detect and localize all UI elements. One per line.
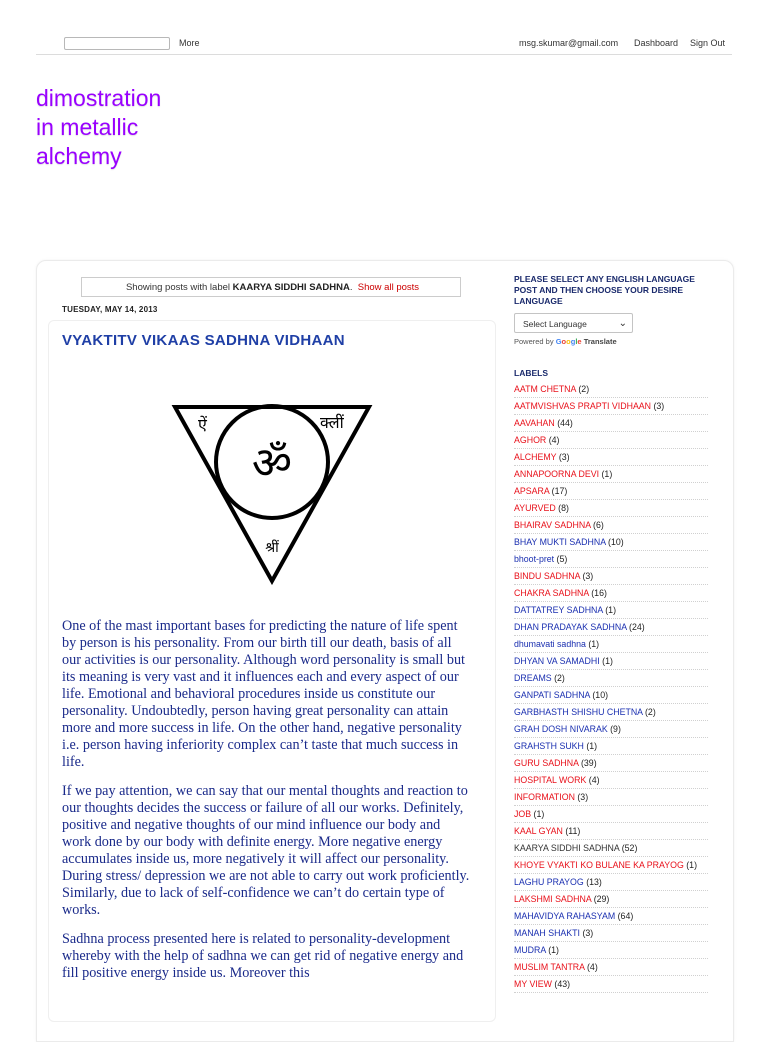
label-list-item xyxy=(514,721,708,738)
post-paragraph: One of the mast important bases for predicting the nature of life spent by person is his personality. From our birth till our death, basis of all our activities is our personality. Although word personality is small but its meaning is very vast and it influences each and every aspect of our life. Emotional and behavioral procedures inside us constitute our personality. Undoubtedly, person having great personality can attain more and more success in life. On the other hand, negative personality i.e. person having inferiority complex can’t taste that much success in life. xyxy=(62,618,465,770)
label-link[interactable]: HOSPITAL WORK xyxy=(514,775,587,785)
label-link[interactable]: AATMVISHVAS PRAPTI VIDHAAN xyxy=(514,401,652,411)
label-link[interactable]: ALCHEMY xyxy=(514,452,557,462)
label-link[interactable]: BHAIRAV SADHNA xyxy=(514,520,591,530)
label-link[interactable]: MUSLIM TANTRA xyxy=(514,962,585,972)
label-list-item xyxy=(514,602,708,619)
label-link[interactable]: INFORMATION xyxy=(514,792,575,802)
status-dot: . xyxy=(349,282,353,293)
navbar-more-link[interactable]: More xyxy=(179,38,200,48)
label-list-item xyxy=(514,755,708,772)
label-count: (44) xyxy=(554,418,573,428)
powered-by-text: Powered by xyxy=(514,337,554,346)
label-list-item xyxy=(514,857,708,874)
blog-title-line-2[interactable]: in metallic xyxy=(36,114,139,140)
language-select-value: Select Language xyxy=(523,319,587,329)
label-link[interactable]: JOB xyxy=(514,809,532,819)
label-link[interactable]: AATM CHETNA xyxy=(514,384,576,394)
label-list-item xyxy=(514,789,708,806)
label-link[interactable]: BHAY MUKTI SADHNA xyxy=(514,537,606,547)
label-list-item xyxy=(514,687,708,704)
label-count: (24) xyxy=(626,622,645,632)
post-date-header: TUESDAY, MAY 14, 2013 xyxy=(62,305,158,314)
powered-by-google-translate[interactable] xyxy=(514,337,617,346)
label-count: (17) xyxy=(549,486,568,496)
label-list-item xyxy=(514,551,708,568)
label-link[interactable]: dhumavati sadhna xyxy=(514,639,586,649)
label-list-item xyxy=(514,568,708,585)
blog-title[interactable] xyxy=(36,84,256,171)
label-count: (64) xyxy=(615,911,634,921)
label-list-item xyxy=(514,653,708,670)
navbar-dashboard-link[interactable]: Dashboard xyxy=(634,38,679,48)
label-list-item xyxy=(514,670,708,687)
label-link[interactable]: GRAH DOSH NIVARAK xyxy=(514,724,608,734)
label-count: (5) xyxy=(554,554,568,564)
label-link[interactable]: KHOYE VYAKTI KO BULANE KA PRAYOG xyxy=(514,860,684,870)
post-title[interactable]: VYAKTITV VIKAAS SADHNA VIDHAAN xyxy=(62,332,345,349)
label-link[interactable]: AGHOR xyxy=(514,435,547,445)
yantra-top-left-text: ऐं xyxy=(198,415,207,434)
label-count: (8) xyxy=(555,503,569,513)
label-list-item xyxy=(514,959,708,976)
label-list-item xyxy=(514,585,708,602)
label-filter-status xyxy=(81,277,461,297)
label-list-item xyxy=(514,925,708,942)
labels-heading: LABELS xyxy=(514,368,548,378)
label-link[interactable]: MAHAVIDYA RAHASYAM xyxy=(514,911,616,921)
label-count: (29) xyxy=(591,894,610,904)
label-count: (1) xyxy=(531,809,545,819)
translate-widget-heading: PLEASE SELECT ANY ENGLISH LANGUAGE POST AND THEN CHOOSE YOUR DESIRE LANGUAGE xyxy=(514,274,695,306)
yantra-top-right-text: क्लीं xyxy=(320,413,344,432)
label-list-item xyxy=(514,534,708,551)
label-link[interactable]: bhoot-pret xyxy=(514,554,555,564)
label-link[interactable]: MANAH SHAKTI xyxy=(514,928,580,938)
status-prefix: Showing posts with label xyxy=(125,282,231,293)
label-count: (11) xyxy=(562,826,581,836)
label-link[interactable]: DATTATREY SADHNA xyxy=(514,605,603,615)
label-link[interactable]: KAAL GYAN xyxy=(514,826,563,836)
label-list-item xyxy=(514,840,708,857)
label-count: (1) xyxy=(545,945,559,955)
label-list-item xyxy=(514,517,708,534)
label-list-item xyxy=(514,823,708,840)
label-list-item xyxy=(514,891,708,908)
blog-title-line-1[interactable]: dimostration xyxy=(36,85,162,111)
label-link[interactable]: BINDU SADHNA xyxy=(514,571,580,581)
label-list-item xyxy=(514,772,708,789)
label-list-item xyxy=(514,942,708,959)
label-link[interactable]: LAGHU PRAYOG xyxy=(514,877,584,887)
label-count: (10) xyxy=(589,690,609,700)
label-link[interactable]: LAKSHMI SADHNA xyxy=(514,894,592,904)
label-list-item xyxy=(514,432,708,449)
label-link[interactable]: GRAHSTH SUKH xyxy=(514,741,584,751)
post-paragraph: Sadhna process presented here is related to personality-development whereby with the help of sadhna we can get rid of negative energy and fill positive energy inside us. Moreover this xyxy=(62,931,464,981)
yantra-bottom-text: श्रीं xyxy=(265,540,279,556)
label-list-item xyxy=(514,398,708,415)
label-list-item xyxy=(514,908,708,925)
label-count: (2) xyxy=(551,673,565,683)
label-count: (6) xyxy=(590,520,604,530)
label-count: (3) xyxy=(580,571,594,581)
label-link[interactable]: GURU SADHNA xyxy=(514,758,579,768)
label-list-item xyxy=(514,466,708,483)
label-count: (10) xyxy=(605,537,624,547)
label-count: (39) xyxy=(578,758,597,768)
label-list-item xyxy=(514,738,708,755)
label-count: (1) xyxy=(683,860,698,870)
label-count: (1) xyxy=(599,656,613,666)
label-link[interactable]: CHAKRA SADHNA xyxy=(514,588,589,598)
label-count: (16) xyxy=(588,588,607,598)
label-link[interactable]: GARBHASTH SHISHU CHETNA xyxy=(514,707,643,717)
label-link[interactable]: APSARA xyxy=(514,486,550,496)
label-count: (1) xyxy=(583,741,598,751)
label-count: (2) xyxy=(642,707,656,717)
label-link[interactable]: GANPATI SADHNA xyxy=(514,690,590,700)
google-logo: Google xyxy=(555,337,582,346)
label-link: KAARYA SIDDHI SADHNA xyxy=(514,843,620,853)
language-select[interactable] xyxy=(514,313,633,333)
label-link[interactable]: DHYAN VA SAMADHI xyxy=(514,656,600,666)
navbar-search-input[interactable] xyxy=(64,37,170,50)
yantra-center-text: ॐ xyxy=(251,438,293,489)
label-list-item xyxy=(514,976,708,993)
label-list-item xyxy=(514,449,708,466)
label-list-item xyxy=(514,704,708,721)
label-count: (1) xyxy=(602,605,617,615)
labels-list xyxy=(514,381,708,993)
label-list-item xyxy=(514,619,708,636)
label-list-item xyxy=(514,636,708,653)
label-count: (4) xyxy=(586,775,600,785)
navbar-user-email[interactable]: msg.skumar@gmail.com xyxy=(519,38,619,48)
show-all-posts-link[interactable]: Show all posts xyxy=(357,282,420,293)
label-link[interactable]: ANNAPOORNA DEVI xyxy=(514,469,600,479)
label-count: (1) xyxy=(585,639,600,649)
label-count: (9) xyxy=(607,724,621,734)
label-count: (3) xyxy=(574,792,589,802)
label-link[interactable]: DREAMS xyxy=(514,673,552,683)
label-link[interactable]: MUDRA xyxy=(514,945,546,955)
label-link[interactable]: AYURVED xyxy=(514,503,556,513)
label-list-item xyxy=(514,806,708,823)
post-paragraph: If we pay attention, we can say that our mental thoughts and reaction to our thoughts decides the success or failure of all our works. Definitely, positive and negative thoughts of our mind influence our body and work done by our body with definite energy. More negative energy accumulates inside us, more negatively it will affect our personality. During stress/ depression we are not able to carry out work proficiently. Similarly, due to lack of self-confidence we can’t do certain type of works. xyxy=(62,783,470,918)
label-count: (4) xyxy=(546,435,560,445)
label-count: (3) xyxy=(556,452,570,462)
label-count: (13) xyxy=(583,877,602,887)
label-list-item xyxy=(514,483,708,500)
label-count: (52) xyxy=(619,843,638,853)
label-link[interactable]: AAVAHAN xyxy=(514,418,555,428)
label-count: (2) xyxy=(575,384,590,394)
translate-text: Translate xyxy=(583,337,617,346)
label-count: (4) xyxy=(584,962,598,972)
label-count: (1) xyxy=(599,469,613,479)
chevron-down-icon: ⌄ xyxy=(618,318,627,329)
label-list-item xyxy=(514,381,708,398)
blogger-navbar xyxy=(36,30,732,55)
yantra-image xyxy=(170,400,374,585)
status-label: KAARYA SIDDHI SADHNA xyxy=(232,282,350,293)
label-list-item xyxy=(514,415,708,432)
label-count: (3) xyxy=(651,401,665,411)
blog-title-line-3[interactable]: alchemy xyxy=(36,143,122,169)
label-count: (43) xyxy=(551,979,571,989)
label-list-item xyxy=(514,500,708,517)
label-link[interactable]: DHAN PRADAYAK SADHNA xyxy=(514,622,627,632)
navbar-signout-link[interactable]: Sign Out xyxy=(690,38,726,48)
label-link[interactable]: MY VIEW xyxy=(514,979,552,989)
label-list-item xyxy=(514,874,708,891)
label-count: (3) xyxy=(580,928,594,938)
